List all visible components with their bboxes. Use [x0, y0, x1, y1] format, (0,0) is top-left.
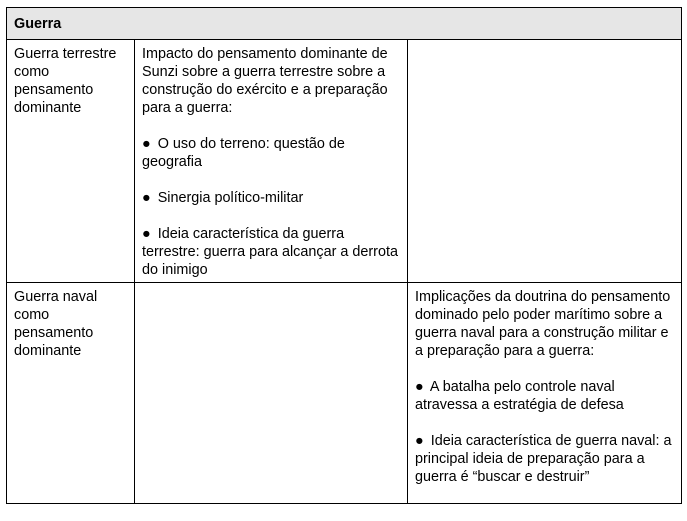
bullet-icon: ● [415, 379, 424, 395]
table-title: Guerra [7, 8, 682, 40]
empty-cell [408, 40, 682, 283]
bullet-item [415, 432, 674, 486]
bullet-item [415, 378, 674, 414]
bullet-text: Ideia característica de guerra naval: a principal ideia de preparação para a guerra é “buscar e destruir” [415, 433, 672, 485]
table-row [7, 40, 682, 283]
content-cell [408, 283, 682, 504]
bullet-text: O uso do terreno: questão de geografia [142, 136, 345, 170]
table-header-row [7, 8, 682, 40]
cell-intro-text: Implicações da doutrina do pensamento dominado pelo poder marítimo sobre a guerra naval para a construção militar e a preparação para a guerra: [415, 289, 671, 359]
bullet-icon: ● [415, 433, 424, 449]
bullet-item [142, 135, 400, 171]
row-label: Guerra terrestre como pensamento dominante [14, 46, 117, 116]
bullet-icon: ● [142, 226, 151, 242]
cell-intro-text: Impacto do pensamento dominante de Sunzi sobre a guerra terrestre sobre a construção do exército e a preparação para a guerra: [142, 46, 388, 116]
bullet-item [142, 225, 400, 279]
bullet-text: Ideia característica da guerra terrestre: guerra para alcançar a derrota do inimigo [142, 226, 398, 278]
bullet-item [142, 189, 400, 207]
content-cell [135, 40, 408, 283]
guerra-table [6, 7, 682, 504]
table-row [7, 283, 682, 504]
bullet-icon: ● [142, 136, 151, 152]
empty-cell [135, 283, 408, 504]
bullet-icon: ● [142, 190, 151, 206]
row-label-cell [7, 283, 135, 504]
bullet-text: A batalha pelo controle naval atravessa a estratégia de defesa [415, 379, 624, 413]
row-label-cell [7, 40, 135, 283]
bullet-text: Sinergia político-militar [157, 190, 304, 206]
row-label: Guerra naval como pensamento dominante [14, 289, 98, 359]
